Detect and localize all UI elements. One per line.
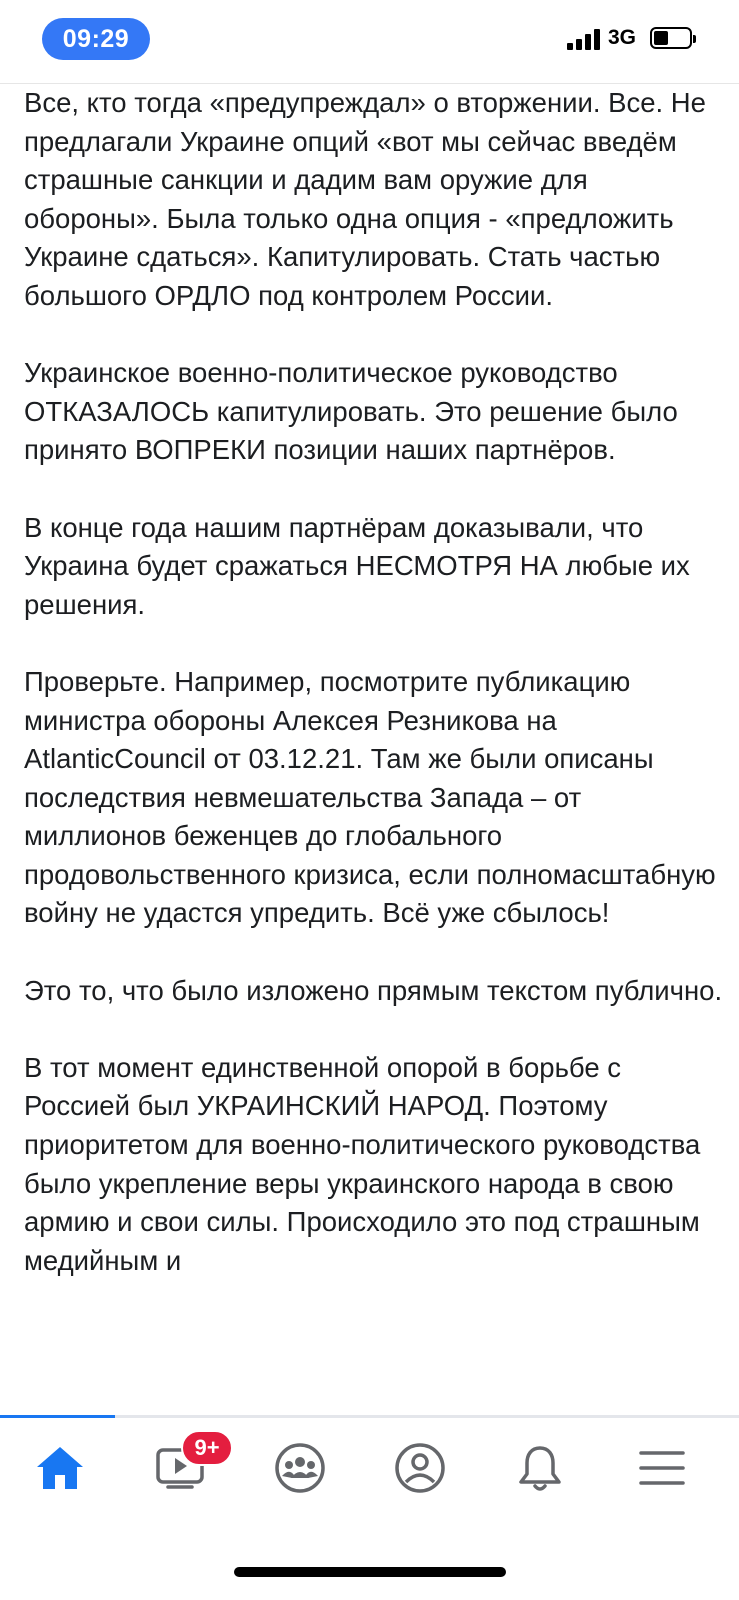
bottom-tab-bar xyxy=(0,1418,739,1520)
network-type: 3G xyxy=(608,26,637,49)
tab-home[interactable] xyxy=(20,1432,100,1504)
post-paragraph: Все, кто тогда «предупреждал» о вторжении. Все. Не предлагали Украине опций «вот мы сейчас введём страшные санкции и дадим вам оружие для обороны». Была только одна опция - «предложить Украине сдаться». Капитулировать. Стать частью большого ОРДЛО под контролем России. xyxy=(24,87,706,311)
profile-icon xyxy=(394,1442,446,1494)
bell-icon xyxy=(517,1443,563,1493)
post-paragraph: В конце года нашим партнёрам доказывали, что Украина будет сражаться НЕСМОТРЯ НА любые их решения. xyxy=(24,511,690,620)
battery-icon xyxy=(650,27,692,49)
post-paragraph: Украинское военно-политическое руководство ОТКАЗАЛОСЬ капитулировать. Это решение было принято ВОПРЕКИ позиции наших партнёров. xyxy=(24,357,678,466)
tab-groups[interactable] xyxy=(260,1432,340,1504)
tab-menu[interactable] xyxy=(622,1432,702,1504)
home-icon xyxy=(35,1445,85,1491)
cellular-signal-icon xyxy=(567,28,601,50)
groups-icon xyxy=(274,1442,326,1494)
post-paragraph: Это то, что было изложено прямым текстом публично. xyxy=(24,974,723,1006)
status-time[interactable]: 09:29 xyxy=(42,18,150,60)
post-paragraph: В тот момент единственной опорой в борьбе с Россией был УКРАИНСКИЙ НАРОД. Поэтому приоритетом для военно-политического руководства было укрепление веры украинского народа в свою армию и свои силы. Происходило это под страшным медийным и xyxy=(24,1051,701,1276)
tab-notifications[interactable] xyxy=(500,1432,580,1504)
post-paragraph: Проверьте. Например, посмотрите публикацию министра обороны Алексея Резникова на AtlanticCouncil от 03.12.21. Там же были описаны последствия невмешательства Запада – от миллионов беженцев до глобального продовольственного кризиса, если полномасштабную войну не удастся упредить. Всё уже сбылось! xyxy=(24,665,716,929)
home-indicator[interactable] xyxy=(234,1567,506,1577)
post-text xyxy=(24,84,730,1415)
status-bar xyxy=(0,0,739,84)
tab-profile[interactable] xyxy=(380,1432,460,1504)
video-notification-badge: 9+ xyxy=(181,1430,233,1466)
menu-icon xyxy=(639,1449,685,1487)
